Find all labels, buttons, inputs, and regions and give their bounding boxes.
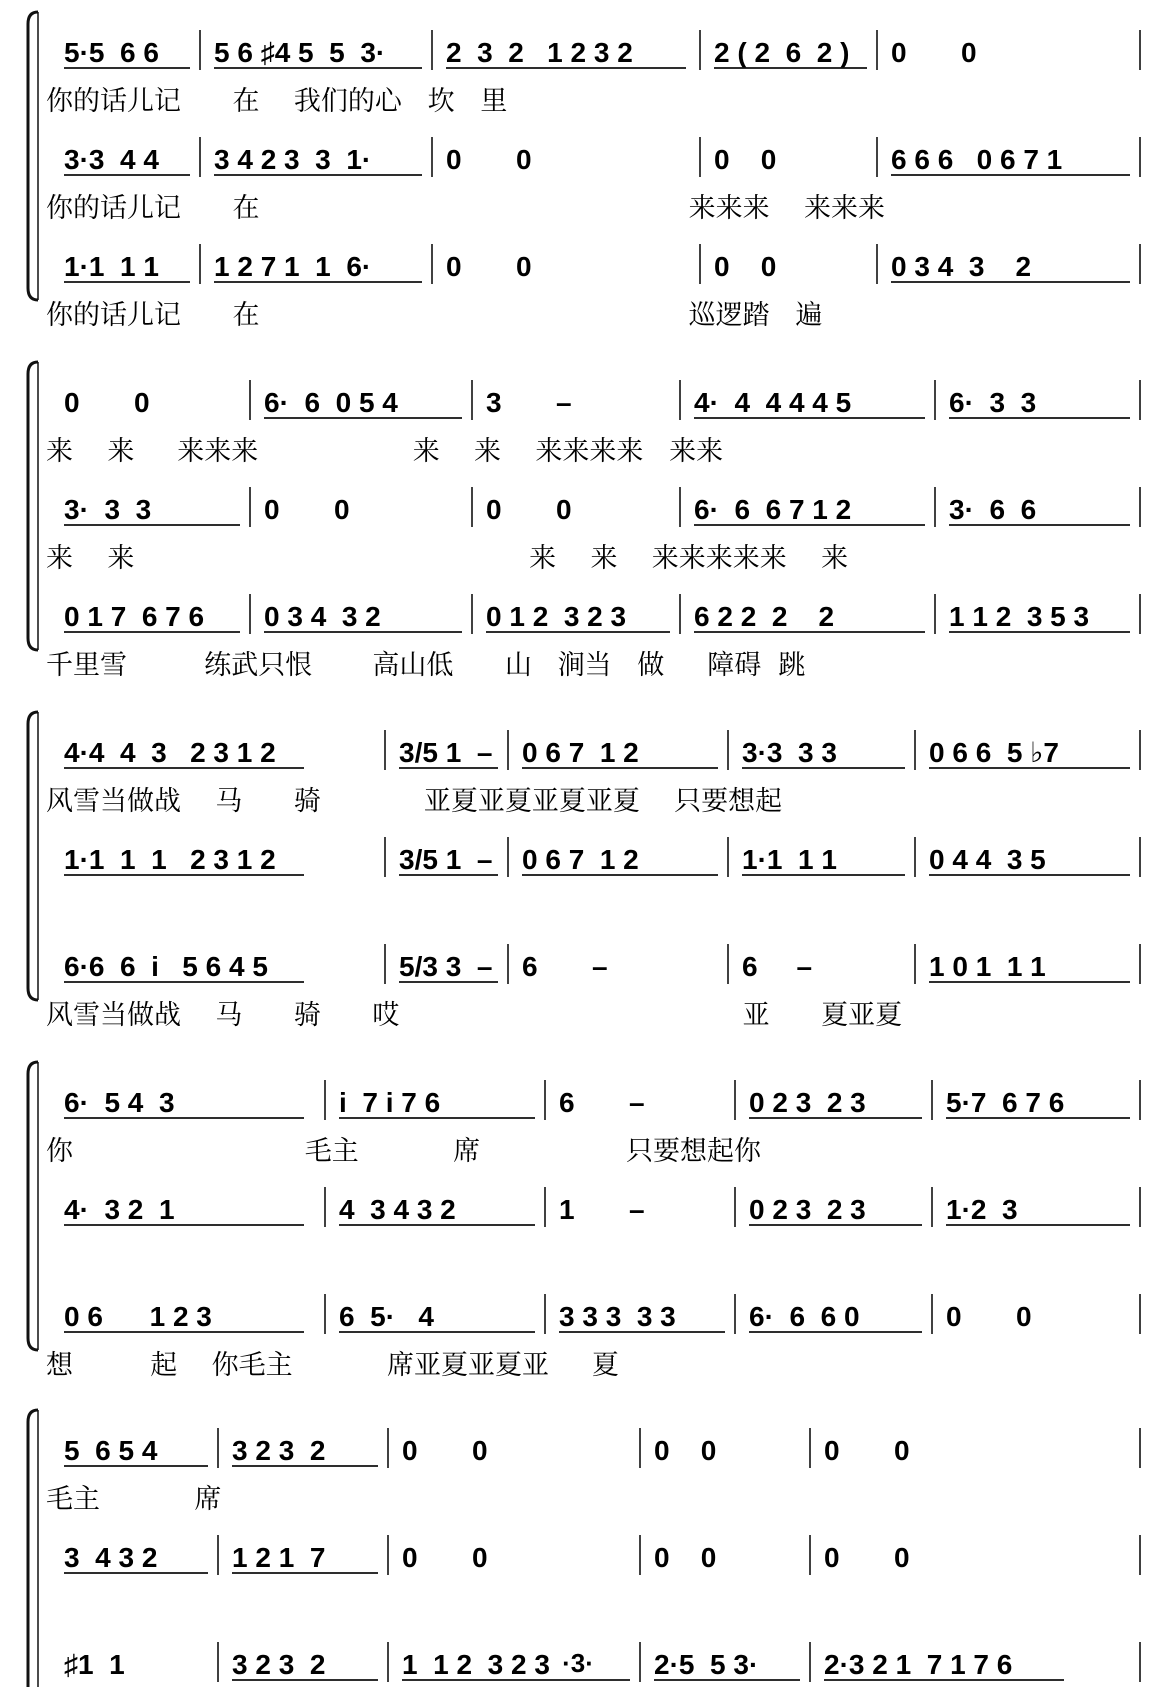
- measure-notes: 0 6 7 1 2: [522, 737, 639, 768]
- measure-notes: 0 0: [264, 494, 350, 525]
- measure-notes: 0 3 4 3 2: [891, 251, 1032, 282]
- measure-notes: 5 6 ♯4 5 5 3·: [214, 37, 386, 68]
- measure-notes: 0 6 7 1 2: [522, 844, 639, 875]
- system-bracket: [28, 1062, 38, 1350]
- staff-5-2: [64, 1535, 1140, 1575]
- measure-notes: 0 0: [446, 144, 532, 175]
- measure-notes: 4· 4 4 4 4 5: [694, 387, 852, 418]
- measure-notes: 6· 6 6 7 1 2: [694, 494, 852, 525]
- measure-notes: 0 1 2 3 2 3: [486, 601, 627, 632]
- measure-notes: i 7 i 7 6: [339, 1087, 441, 1118]
- measure-notes: 6· 6 0 5 4: [264, 387, 398, 418]
- measure-notes: 4· 3 2 1: [64, 1194, 175, 1225]
- lyrics-line: 你 毛主 席 只要想起你: [46, 1136, 762, 1167]
- measure-notes: 2·5 5 3·: [654, 1649, 759, 1680]
- measure-notes: 3· 3 3: [64, 494, 152, 525]
- measure-notes: 3 2 3 2: [232, 1649, 326, 1680]
- measure-notes: 4·4 4 3 2 3 1 2: [64, 737, 276, 768]
- measure-notes: 5/3 3 –: [399, 951, 493, 982]
- measure-notes: 6 5· 4: [339, 1301, 434, 1332]
- measure-notes: 0 0: [402, 1435, 488, 1466]
- measure-notes: 0 2 3 2 3: [749, 1087, 866, 1118]
- measure-notes: 3·3 3 3: [742, 737, 837, 768]
- measure-notes: 2 ( 2 6 2 ): [714, 37, 850, 68]
- measure-notes: 6· 6 6 0: [749, 1301, 860, 1332]
- staff-2-1: [46, 380, 1140, 467]
- system-3: [28, 712, 1140, 1031]
- system-4: [28, 1062, 1140, 1381]
- staff-2-2: [46, 487, 1140, 574]
- measure-notes: 6 –: [522, 951, 608, 982]
- page-number: ·3·: [562, 1648, 594, 1678]
- staff-1-2: [46, 137, 1140, 224]
- measure-notes: 4 3 4 3 2: [339, 1194, 456, 1225]
- staff-3-2: [64, 837, 1140, 877]
- measure-notes: 6· 3 3: [949, 387, 1037, 418]
- measure-notes: 0 0: [654, 1435, 717, 1466]
- measure-notes: 0 3 4 3 2: [264, 601, 381, 632]
- measure-notes: 6 6 6 0 6 7 1: [891, 144, 1063, 175]
- staff-3-3: [46, 944, 1140, 1031]
- measure-notes: ♯1 1: [64, 1649, 125, 1680]
- measure-notes: 0 6 1 2 3: [64, 1301, 212, 1332]
- measure-notes: 0 0: [824, 1435, 910, 1466]
- measure-notes: 6 2 2 2 2: [694, 601, 835, 632]
- measure-notes: 0 0: [824, 1542, 910, 1573]
- system-bracket: [28, 1410, 38, 1687]
- measure-notes: 1·1 1 1 2 3 1 2: [64, 844, 276, 875]
- measure-notes: 0 0: [891, 37, 977, 68]
- system-bracket: [28, 12, 38, 300]
- lyrics-line: 千里雪 练武只恨 高山低 山 涧当 做 障碍 跳: [46, 650, 806, 681]
- measure-notes: 1·1 1 1: [742, 844, 837, 875]
- system-5: [28, 1410, 1140, 1687]
- measure-notes: 3 4 3 2: [64, 1542, 158, 1573]
- measure-notes: 3/5 1 –: [399, 737, 493, 768]
- lyrics-line: 你的话儿记 在 我们的心 坎 里: [46, 86, 508, 117]
- measure-notes: 1·2 3: [946, 1194, 1018, 1225]
- measure-notes: 3 2 3 2: [232, 1435, 326, 1466]
- measure-notes: 0 0: [402, 1542, 488, 1573]
- staff-4-3: [46, 1294, 1140, 1381]
- measure-notes: 3 –: [486, 387, 572, 418]
- measure-notes: 0 0: [714, 144, 777, 175]
- measure-notes: 6· 5 4 3: [64, 1087, 175, 1118]
- measure-notes: 6 –: [559, 1087, 645, 1118]
- lyrics-line: 毛主 席: [46, 1484, 222, 1515]
- staff-5-1: [46, 1428, 1140, 1515]
- lyrics-line: 想 起 你毛主 席亚夏亚夏亚 夏: [46, 1350, 619, 1381]
- measure-notes: 1 2 7 1 1 6·: [214, 251, 372, 282]
- measure-notes: 0 4 4 3 5: [929, 844, 1046, 875]
- measure-notes: 5·5 6 6: [64, 37, 159, 68]
- lyrics-line: 风雪当做战 马 骑 哎 亚 夏亚夏: [46, 1000, 903, 1031]
- lyrics-line: 你的话儿记 在 巡逻踏 遍: [46, 300, 823, 331]
- measure-notes: 1 1 2 3 2 3: [402, 1649, 550, 1680]
- measure-notes: 5 6 5 4: [64, 1435, 158, 1466]
- measure-notes: 3 4 2 3 3 1·: [214, 144, 372, 175]
- measure-notes: 3/5 1 –: [399, 844, 493, 875]
- measure-notes: 0 0: [654, 1542, 717, 1573]
- measure-notes: 1 0 1 1 1: [929, 951, 1046, 982]
- measure-notes: 0 0: [946, 1301, 1032, 1332]
- measure-notes: 0 2 3 2 3: [749, 1194, 866, 1225]
- measure-notes: 0 1 7 6 7 6: [64, 601, 205, 632]
- measure-notes: 0 6 6 5 ♭7: [929, 737, 1059, 768]
- measure-notes: 1·1 1 1: [64, 251, 159, 282]
- lyrics-line: 来 来 来来来 来 来 来来来来 来来: [46, 436, 724, 467]
- measure-notes: 1 2 1 7: [232, 1542, 326, 1573]
- staff-4-2: [64, 1187, 1140, 1227]
- system-bracket: [28, 362, 38, 650]
- lyrics-line: 你的话儿记 在 来来来 来来来: [46, 193, 885, 224]
- measure-notes: 6 –: [742, 951, 813, 982]
- measure-notes: 6·6 6 i 5 6 4 5: [64, 951, 268, 982]
- measure-notes: 0 0: [64, 387, 150, 418]
- measure-notes: 0 0: [486, 494, 572, 525]
- staff-2-3: [46, 594, 1140, 681]
- staff-1-1: [46, 30, 1140, 117]
- lyrics-line: 风雪当做战 马 骑 亚夏亚夏亚夏亚夏 只要想起: [46, 786, 783, 817]
- staff-1-3: [46, 244, 1140, 331]
- measure-notes: 3· 6 6: [949, 494, 1037, 525]
- system-bracket: [28, 712, 38, 1000]
- measure-notes: 2 3 2 1 2 3 2: [446, 37, 633, 68]
- system-1: [28, 12, 1140, 331]
- measure-notes: 3 3 3 3 3: [559, 1301, 676, 1332]
- measure-notes: 5·7 6 7 6: [946, 1087, 1065, 1118]
- measure-notes: 1 1 2 3 5 3: [949, 601, 1090, 632]
- staff-4-1: [46, 1080, 1140, 1167]
- lyrics-line: 来 来 来 来 来来来来来 来: [46, 543, 849, 574]
- staff-3-1: [46, 730, 1140, 817]
- system-2: [28, 362, 1140, 681]
- measure-notes: 0 0: [714, 251, 777, 282]
- measure-notes: 2·3 2 1 7 1 7 6: [824, 1649, 1013, 1680]
- measure-notes: 3·3 4 4: [64, 144, 159, 175]
- measure-notes: 0 0: [446, 251, 532, 282]
- measure-notes: 1 –: [559, 1194, 645, 1225]
